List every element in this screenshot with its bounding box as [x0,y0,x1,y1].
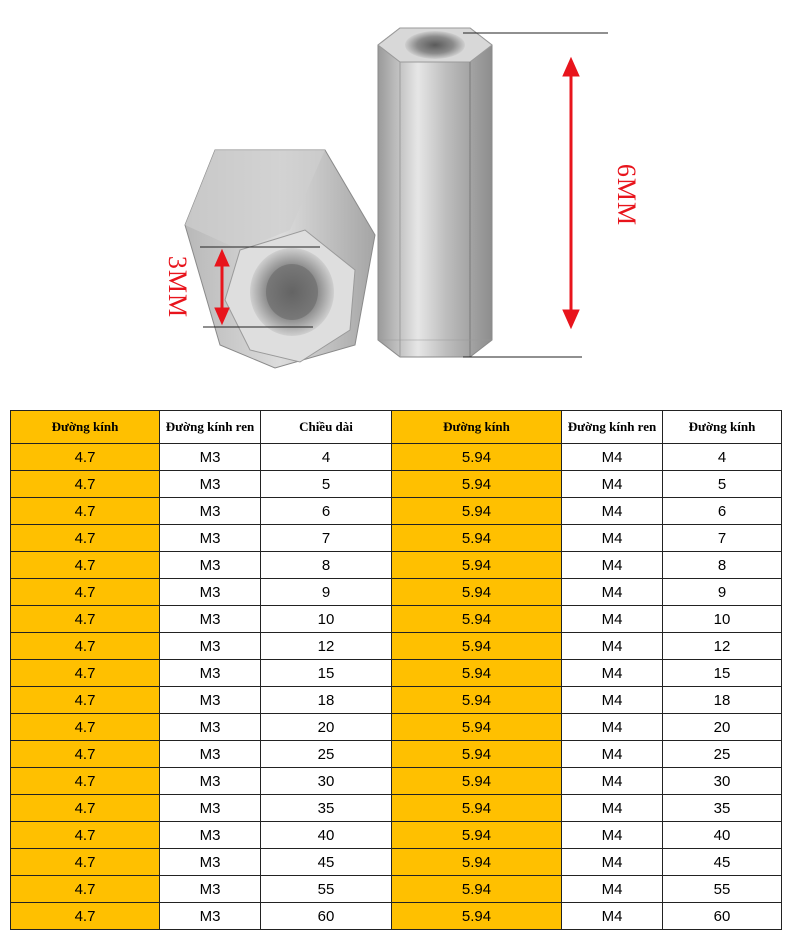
table-cell: M4 [562,714,663,741]
table-cell: M3 [160,795,261,822]
table-cell: 5.94 [392,768,562,795]
table-row [11,903,782,930]
spec-table [10,410,782,930]
table-cell: 30 [261,768,392,795]
table-cell: M3 [160,768,261,795]
table-cell: M3 [160,579,261,606]
table-cell: M3 [160,876,261,903]
table-cell: 20 [261,714,392,741]
tall-coupling-nut [378,28,492,357]
table-cell: 35 [663,795,782,822]
table-cell: M3 [160,903,261,930]
table-cell: 5.94 [392,525,562,552]
short-coupling-nut [185,150,375,368]
table-cell: 4 [261,444,392,471]
table-row [11,525,782,552]
table-cell: 35 [261,795,392,822]
length-label: 6MM [612,163,642,227]
table-cell: M3 [160,822,261,849]
table-cell: 5.94 [392,714,562,741]
table-cell: 4.7 [11,633,160,660]
table-cell: M4 [562,498,663,525]
table-cell: 5.94 [392,660,562,687]
table-cell: 5 [261,471,392,498]
table-cell: 4.7 [11,903,160,930]
table-cell: 18 [261,687,392,714]
table-row [11,714,782,741]
table-cell: 4.7 [11,714,160,741]
table-cell: 5.94 [392,903,562,930]
table-cell: 5.94 [392,795,562,822]
header-cell: Đường kính ren [562,411,663,444]
table-cell: 45 [663,849,782,876]
table-cell: 15 [663,660,782,687]
table-row [11,876,782,903]
header-cell: Đường kính [11,411,160,444]
table-cell: 12 [261,633,392,660]
table-cell: 4.7 [11,768,160,795]
table-cell: 5.94 [392,687,562,714]
table-cell: 20 [663,714,782,741]
table-header-row [11,411,782,444]
table-cell: 55 [261,876,392,903]
table-cell: M3 [160,633,261,660]
table-cell: 40 [261,822,392,849]
table-cell: 6 [663,498,782,525]
table-cell: 55 [663,876,782,903]
table-cell: 25 [261,741,392,768]
table-row [11,552,782,579]
table-cell: 45 [261,849,392,876]
table-row [11,579,782,606]
table-cell: 60 [261,903,392,930]
table-cell: 4.7 [11,660,160,687]
table-cell: M4 [562,633,663,660]
table-cell: 4.7 [11,876,160,903]
table-cell: M3 [160,687,261,714]
table-cell: 4.7 [11,444,160,471]
table-cell: 4.7 [11,525,160,552]
table-cell: 5.94 [392,498,562,525]
table-row [11,795,782,822]
table-cell: 25 [663,741,782,768]
table-cell: M4 [562,606,663,633]
table-cell: 6 [261,498,392,525]
table-cell: M4 [562,903,663,930]
table-cell: 4.7 [11,822,160,849]
table-cell: 5.94 [392,471,562,498]
table-cell: M4 [562,876,663,903]
table-cell: M4 [562,687,663,714]
table-cell: 5.94 [392,579,562,606]
table-cell: 5.94 [392,822,562,849]
table-cell: 4 [663,444,782,471]
table-cell: 30 [663,768,782,795]
table-cell: 5.94 [392,876,562,903]
table-cell: M4 [562,822,663,849]
table-cell: 5.94 [392,444,562,471]
table-cell: M4 [562,741,663,768]
table-cell: M3 [160,660,261,687]
table-row [11,849,782,876]
table-cell: 15 [261,660,392,687]
table-cell: 7 [663,525,782,552]
table-cell: M3 [160,444,261,471]
table-cell: 10 [261,606,392,633]
table-cell: 60 [663,903,782,930]
table-cell: 5.94 [392,552,562,579]
table-cell: 18 [663,687,782,714]
table-row [11,498,782,525]
table-cell: M4 [562,525,663,552]
table-cell: M3 [160,741,261,768]
table-cell: 8 [261,552,392,579]
table-cell: M3 [160,525,261,552]
table-cell: 4.7 [11,471,160,498]
table-cell: 5 [663,471,782,498]
table-cell: M4 [562,552,663,579]
table-cell: 9 [663,579,782,606]
table-cell: 4.7 [11,552,160,579]
table-cell: M3 [160,498,261,525]
table-cell: 4.7 [11,849,160,876]
table-cell: M3 [160,552,261,579]
table-row [11,606,782,633]
table-cell: M3 [160,606,261,633]
table-cell: 5.94 [392,849,562,876]
table-row [11,660,782,687]
table-cell: M4 [562,660,663,687]
header-cell: Đường kính [663,411,782,444]
table-cell: M3 [160,471,261,498]
table-cell: 4.7 [11,741,160,768]
table-cell: 40 [663,822,782,849]
table-cell: M4 [562,471,663,498]
table-cell: 8 [663,552,782,579]
table-cell: 5.94 [392,606,562,633]
table-cell: 4.7 [11,795,160,822]
table-row [11,444,782,471]
header-cell: Chiều dài [261,411,392,444]
table-row [11,471,782,498]
table-cell: M4 [562,444,663,471]
header-cell: Đường kính [392,411,562,444]
table-row [11,687,782,714]
table-cell: 4.7 [11,687,160,714]
table-cell: 4.7 [11,606,160,633]
product-photo [0,0,790,405]
table-cell: 9 [261,579,392,606]
table-cell: 7 [261,525,392,552]
table-cell: 10 [663,606,782,633]
table-cell: M3 [160,849,261,876]
diameter-label: 3MM [163,255,193,319]
table-cell: 12 [663,633,782,660]
table-cell: M4 [562,795,663,822]
table-row [11,633,782,660]
table-row [11,822,782,849]
table-cell: 4.7 [11,579,160,606]
table-row [11,768,782,795]
table-cell: 5.94 [392,633,562,660]
table-cell: M4 [562,849,663,876]
table-cell: 5.94 [392,741,562,768]
table-cell: M4 [562,768,663,795]
header-cell: Đường kính ren [160,411,261,444]
table-cell: 4.7 [11,498,160,525]
table-row [11,741,782,768]
length-arrow [563,58,579,328]
table-cell: M3 [160,714,261,741]
table-cell: M4 [562,579,663,606]
